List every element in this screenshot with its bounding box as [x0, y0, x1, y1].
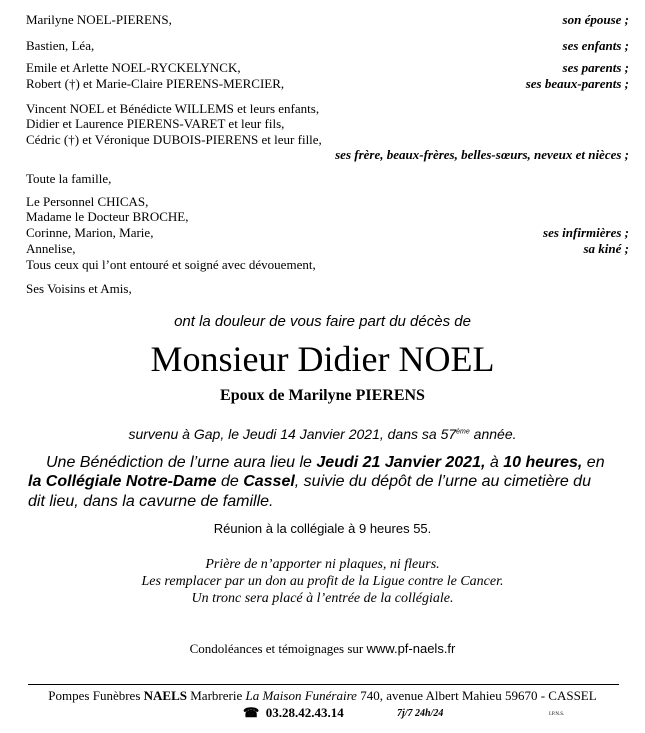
hours-text: 7j/7 24h/24 — [397, 708, 444, 719]
website-link[interactable]: www.pf-naels.fr — [366, 641, 456, 656]
relation-label: ses parents ; — [562, 60, 629, 75]
family-line: Marilyne NOEL-PIERENS, — [26, 12, 172, 27]
family-line: Didier et Laurence PIERENS-VARET et leur fils, — [26, 116, 285, 131]
request-line: Un tronc sera placé à l’entrée de la collégiale. — [191, 591, 454, 606]
request-line: Prière de n’apporter ni plaques, ni fleurs. — [205, 557, 440, 572]
deceased-name: Monsieur Didier NOEL — [150, 339, 495, 379]
family-line: Tous ceux qui l’ont entouré et soigné avec dévouement, — [26, 257, 316, 272]
phone-icon: ☎ — [243, 705, 260, 720]
footer-divider — [28, 684, 619, 685]
phone-number[interactable]: 03.28.42.43.14 — [265, 705, 344, 720]
family-line: Madame le Docteur BROCHE, — [26, 209, 189, 224]
family-line: Toute la famille, — [26, 171, 112, 186]
ceremony-line-3: dit lieu, dans la cavurne de famille. — [28, 493, 274, 510]
reunion-text: Réunion à la collégiale à 9 heures 55. — [213, 521, 432, 536]
condolences-line: Condoléances et témoignages sur www.pf-naels.fr — [189, 641, 456, 656]
relation-label: ses frère, beaux-frères, belles-sœurs, neveux et nièces ; — [335, 147, 629, 162]
family-line: Robert (†) et Marie-Claire PIERENS-MERCIER, — [26, 76, 285, 91]
ipns-code: I.P.N.S. — [549, 712, 565, 717]
relation-label: ses enfants ; — [562, 38, 629, 53]
relation-label: sa kiné ; — [583, 241, 629, 256]
family-line: Le Personnel CHICAS, — [26, 194, 149, 209]
family-line: Corinne, Marion, Marie, — [26, 225, 154, 240]
phone-line — [243, 705, 344, 721]
relation-label: ses infirmières ; — [543, 225, 629, 240]
request-line: Les remplacer par un don au profit de la Ligue contre le Cancer. — [141, 574, 504, 589]
funeral-home-line: Pompes Funèbres NAELS Marbrerie La Maison Funéraire 740, avenue Albert Mahieu 59670 - CASSEL — [48, 688, 597, 703]
death-line: survenu à Gap, le Jeudi 14 Janvier 2021, dans sa 57ème année. — [128, 426, 517, 442]
relation-label: son épouse ; — [562, 12, 629, 27]
ceremony-line-1: Une Bénédiction de l’urne aura lieu le Jeudi 21 Janvier 2021, à 10 heures, en — [46, 454, 605, 471]
intro-text: ont la douleur de vous faire part du décès de — [174, 313, 471, 330]
family-line: Vincent NOEL et Bénédicte WILLEMS et leurs enfants, — [26, 101, 320, 116]
family-line: Emile et Arlette NOEL-RYCKELYNCK, — [26, 60, 241, 75]
family-line: Cédric (†) et Véronique DUBOIS-PIERENS et leur fille, — [26, 132, 322, 147]
ceremony-line-2: la Collégiale Notre-Dame de Cassel, suivie du dépôt de l’urne au cimetière du — [28, 473, 591, 490]
family-line: Ses Voisins et Amis, — [26, 281, 132, 296]
spouse-line: Epoux de Marilyne PIERENS — [220, 387, 425, 404]
family-line: Annelise, — [26, 241, 76, 256]
family-line: Bastien, Léa, — [26, 38, 95, 53]
relation-label: ses beaux-parents ; — [525, 76, 629, 91]
